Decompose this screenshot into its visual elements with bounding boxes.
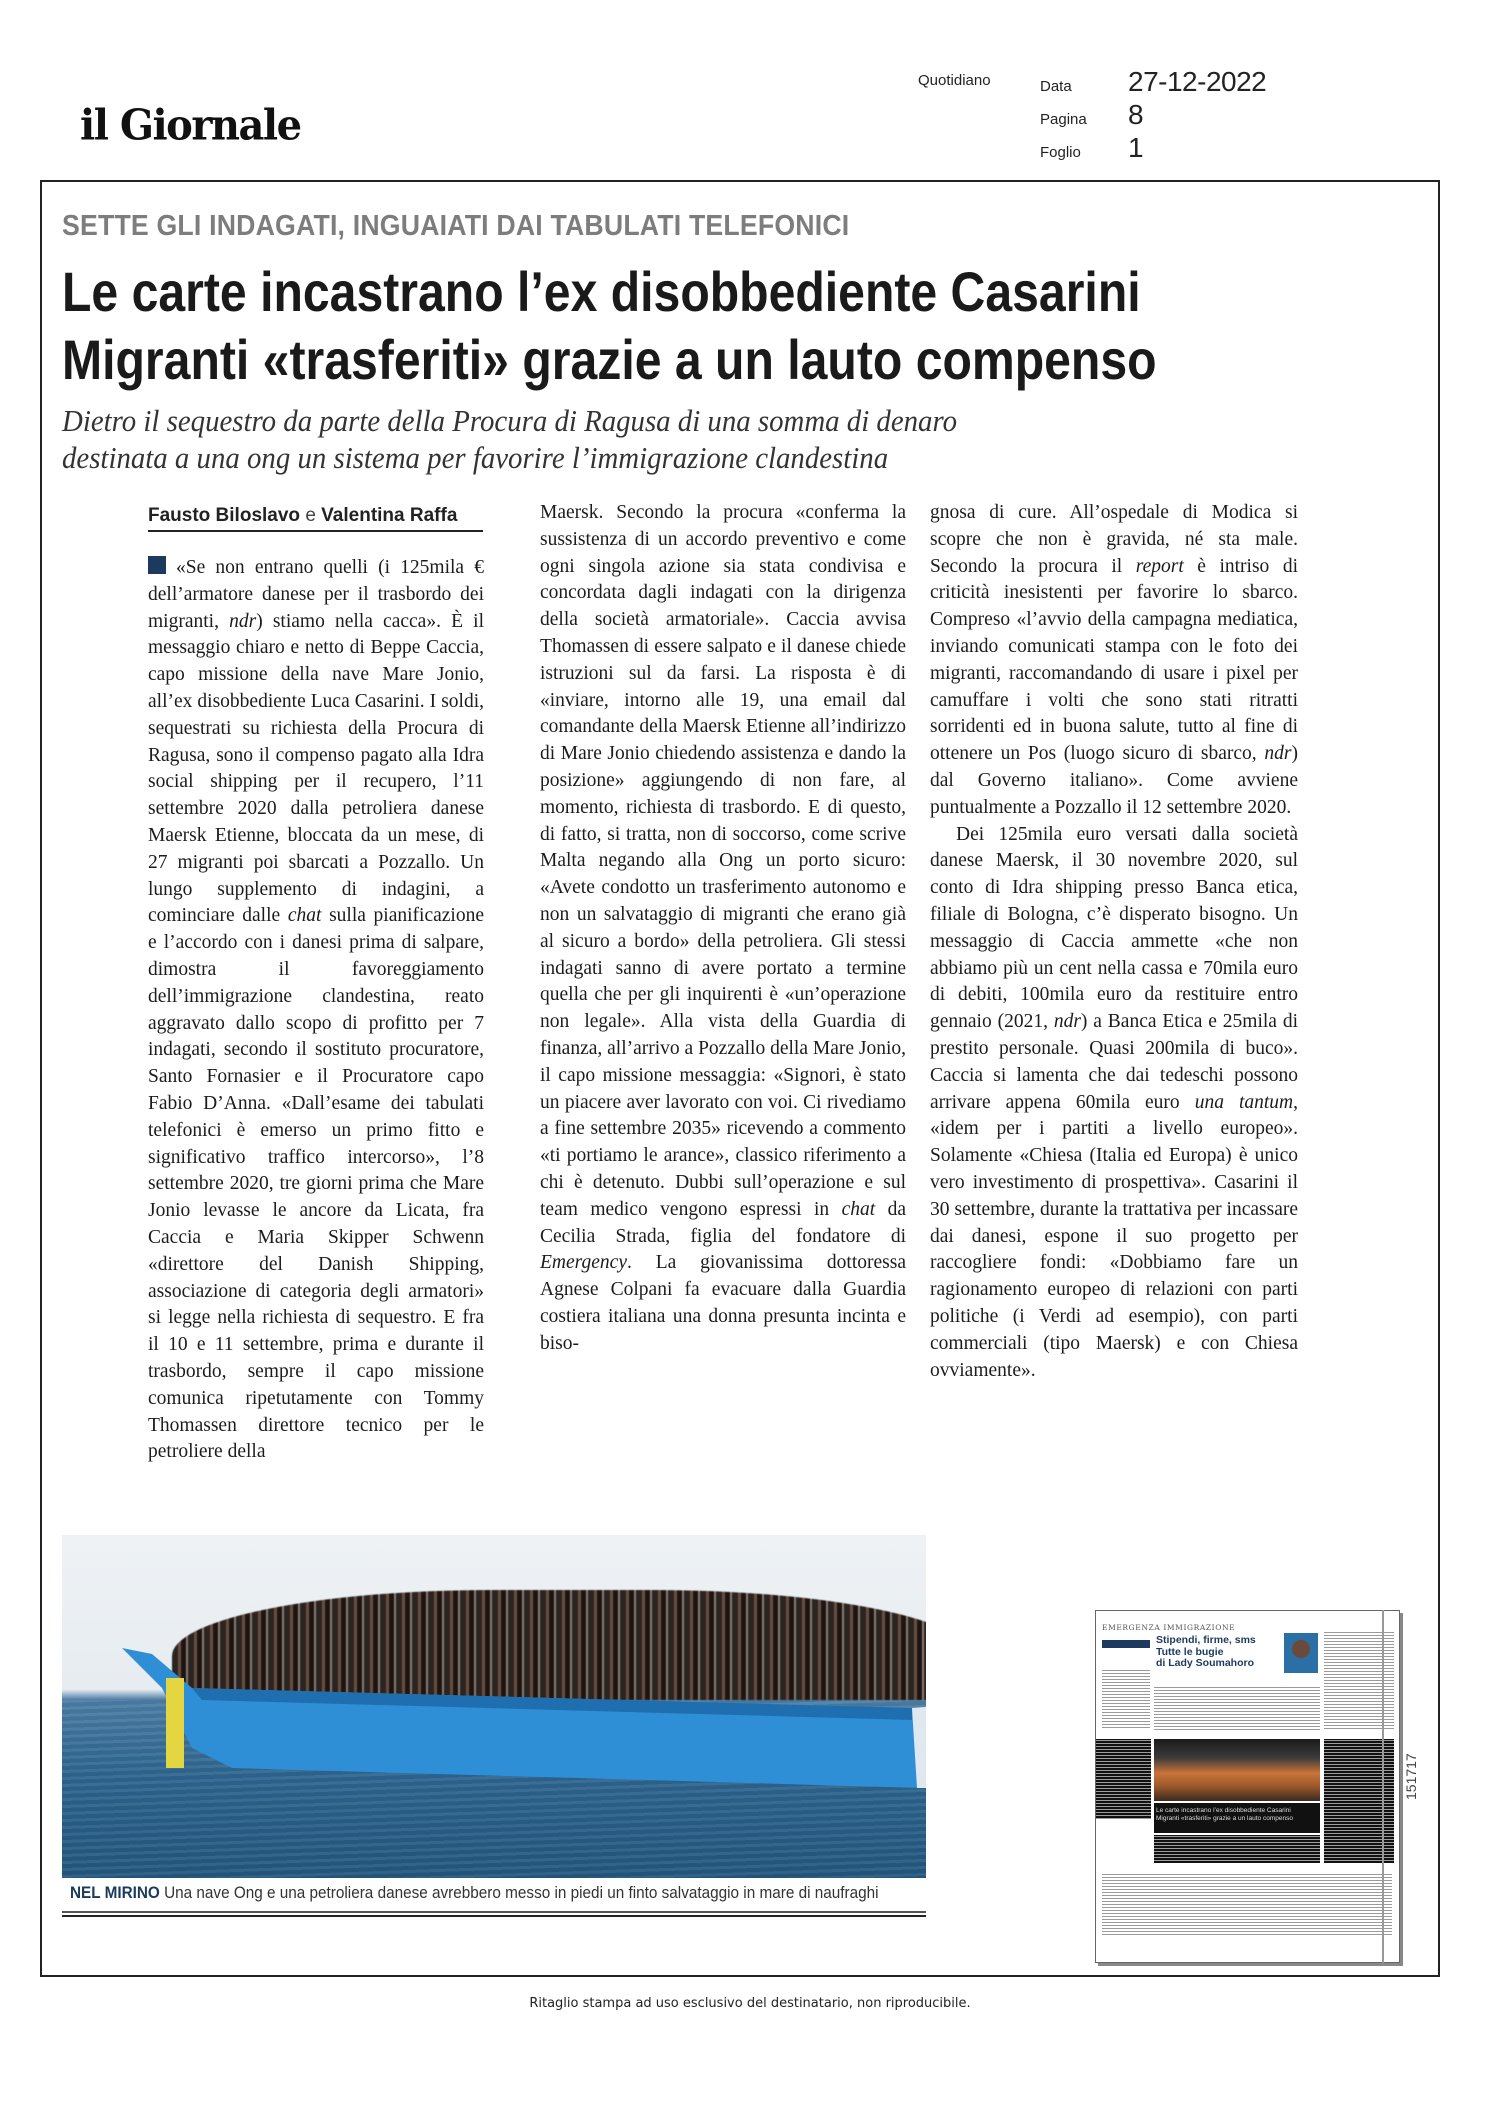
publication-meta bbox=[1040, 66, 1266, 165]
article-column-2 bbox=[540, 500, 906, 1358]
newspaper-masthead: il Giornale bbox=[80, 100, 301, 151]
meta-label: Data bbox=[1040, 78, 1072, 95]
thumbnail-dark-block bbox=[1154, 1835, 1320, 1863]
photo-caption bbox=[70, 1883, 879, 1903]
article-subhead bbox=[62, 402, 957, 476]
meta-sheet bbox=[1040, 132, 1266, 165]
thumbnail-byline-bar bbox=[1102, 1640, 1150, 1648]
page-thumbnail bbox=[1095, 1610, 1400, 1963]
headline-line-1: Le carte incastrano l’ex disobbediente Casarini bbox=[62, 260, 1141, 323]
blue-boat-hull bbox=[122, 1648, 926, 1788]
thumbnail-portrait bbox=[1284, 1633, 1318, 1673]
paragraph: «Se non entrano quelli (i 125mila € dell’armatore danese per il trasbordo dei migranti, ndr) stiamo nella cacca». È il messaggio chiaro e netto di Beppe Caccia, capo missione della nave Mare Jonio, all’ex disobbediente Luca Casarini. I soldi, sequestrati su richiesta della Procura di Ragusa, sono il compenso pagato alla Idra social shipping per il recupero, l’11 settembre 2020 dalla petroliera danese Maersk Etienne, bloccata da un mese, di 27 migranti poi sbarcati a Pozzallo. Un lungo supplemento di indagini, a cominciare dalle chat sulla pianificazione e l’accordo con i danesi prima di salpare, dimostra il favoreggiamento dell’immigrazione clandestina, reato aggravato dallo scopo di profitto per 7 indagati, secondo il sostituto procuratore, Santo Fornasier e il Procuratore capo Fabio D’Anna. «Dall’esame dei tabulati telefonici è emerso un primo fitto e significativo traffico intercorso», l’8 settembre 2020, tre giorni prima che Mare Jonio levasse le ancore da Licata, fra Caccia e Maria Skipper Schwenn «direttore del Danish Shipping, associazione di categoria degli armatori» si legge nella richiesta di sequestro. E fra il 10 e 11 settembre, prima e durante il trasbordo, sempre il capo missione comunica ripetutamente con Tommy Thomassen direttore tecnico per le petroliere della bbox=[148, 557, 484, 1463]
thumbnail-dark-block bbox=[1096, 1739, 1151, 1819]
meta-value: 8 bbox=[1128, 99, 1144, 130]
article-column-3 bbox=[930, 500, 1298, 1384]
thumbnail-text-block bbox=[1154, 1686, 1320, 1731]
article-headline bbox=[62, 258, 1157, 394]
byline-conjunction: e bbox=[305, 505, 316, 526]
section-square-icon bbox=[148, 556, 166, 574]
clipping-code: 151717 bbox=[1403, 1753, 1419, 1800]
caption-label: NEL MIRINO bbox=[70, 1883, 160, 1902]
thumbnail-section: EMERGENZA IMMIGRAZIONE bbox=[1102, 1623, 1236, 1632]
article-kicker: SETTE GLI INDAGATI, INGUAIATI DAI TABULATI TELEFONICI bbox=[62, 210, 850, 242]
meta-value: 1 bbox=[1128, 132, 1144, 163]
double-rule-divider bbox=[62, 1911, 926, 1917]
subhead-line-1: Dietro il sequestro da parte della Procura di Ragusa di una somma di denaro bbox=[62, 403, 958, 438]
headline-line-2: Migranti «trasferiti» grazie a un lauto compenso bbox=[62, 328, 1157, 391]
paragraph: Dei 125mila euro versati dalla società danese Maersk, il 30 novembre 2020, sul conto di Idra shipping presso Banca etica, filiale di Bologna, c’è disperato bisogno. Un messaggio di Caccia ammette «che non abbiamo più un cent nella cassa e 70mila euro di debiti, 100mila euro da restituire entro gennaio (2021, ndr) a Banca Etica e 25mila di prestito personale. Quasi 200mila di buco». Caccia si lamenta che dai tedeschi possono arrivare appena 60mila euro una tantum, «idem per i partiti a livello europeo». Solamente «Chiesa (Italia ed Europa) è unico vero investimento di prospettiva». Casarini il 30 settembre, durante la trattativa per incassare dai danesi, espone il suo progetto per raccogliere fondi: «Dobbiamo fare un ragionamento europeo di relazioni con parti politiche (i Verdi ad esempio), con parti commerciali (tipo Maersk) e con Chiesa ovviamente». bbox=[930, 823, 1298, 1381]
paragraph: gnosa di cure. All’ospedale di Modica si scopre che non è gravida, né sta male. Secondo la procura il report è intriso di criticità inesistenti per favorire lo sbarco. Compreso «l’avvio della campagna mediatica, inviando comunicati stampa con le foto dei migranti, raccomandando di usare i pixel per camuffare i volti che sono stati ritratti sorridenti ed in buona salute, tutto al fine di ottenere un Pos (luogo sicuro di sbarco, ndr) dal Governo italiano». Come avviene puntualmente a Pozzallo il 12 settembre 2020. bbox=[930, 502, 1298, 818]
meta-label: Foglio bbox=[1040, 144, 1081, 161]
meta-value: 27-12-2022 bbox=[1128, 66, 1267, 97]
thumbnail-text-block bbox=[1102, 1669, 1150, 1729]
byline bbox=[148, 505, 483, 532]
thumbnail-headline: Stipendi, firme, sms Tutte le bugie di Lady Soumahoro bbox=[1156, 1634, 1256, 1669]
meta-label: Pagina bbox=[1040, 111, 1087, 128]
paragraph: Maersk. Secondo la procura «conferma la sussistenza di un accordo preventivo e come ogni singola azione sia stata condivisa e concordata dagli indagati con la dirigenza della società armatoriale». Caccia avvisa Thomassen di essere salpato e il danese chiede istruzioni sul da farsi. La risposta è di «inviare, intorno alle 19, una email dal comandante della Maersk Etienne all’indirizzo di Mare Jonio chiedendo assistenza e dando la posizione» aggiungendo di non fare, al momento, richiesta di trasbordo. E di questo, di fatto, si tratta, non di soccorso, come scrive Malta negando alla Ong un porto sicuro: «Avete condotto un trasferimento autonomo e non un salvataggio di migranti che erano già al sicuro a bordo» della petroliera. Gli stessi indagati sanno di avere portato a termine quella che per gli inquirenti è «un’operazione non legale». Alla vista della Guardia di finanza, all’arrivo a Pozzallo della Mare Jonio, il capo missione messaggia: «Signori, è stato un piacere aver lavorato con voi. Ci rivediamo a fine settembre 2035» ricevendo a commento «ti portiamo le arance», classico riferimento a chi è detenuto. Dubbi sull’operazione e sul team medico vengono espressi in chat da Cecilia Strada, figlia del fondatore di Emergency. La giovanissima dottoressa Agnese Colpani fa evacuare dalla Guardia costiera italiana una donna presunta incinta e biso- bbox=[540, 502, 907, 1354]
thumbnail-divider bbox=[1382, 1610, 1384, 1963]
author-1: Fausto Biloslavo bbox=[148, 505, 301, 526]
migrant-boat-photo bbox=[62, 1535, 926, 1878]
caption-text: Una nave Ong e una petroliera danese avrebbero messo in piedi un finto salvataggio in mare di naufraghi bbox=[159, 1883, 879, 1902]
subhead-line-2: destinata a una ong un sistema per favorire l’immigrazione clandestina bbox=[62, 440, 889, 475]
meta-page bbox=[1040, 99, 1266, 132]
author-2: Valentina Raffa bbox=[321, 505, 458, 526]
thumbnail-text-block bbox=[1102, 1873, 1392, 1935]
copyright-notice: Ritaglio stampa ad uso esclusivo del destinatario, non riproducibile. bbox=[529, 1996, 971, 2011]
article-column-1 bbox=[148, 555, 484, 1466]
publication-type: Quotidiano bbox=[918, 72, 991, 89]
meta-date bbox=[1040, 66, 1266, 99]
thumbnail-photo bbox=[1154, 1739, 1320, 1801]
thumbnail-inner-headline: Le carte incastrano l’ex disobbediente Casarini Migranti «trasferiti» grazie a un lauto compenso bbox=[1154, 1803, 1320, 1833]
